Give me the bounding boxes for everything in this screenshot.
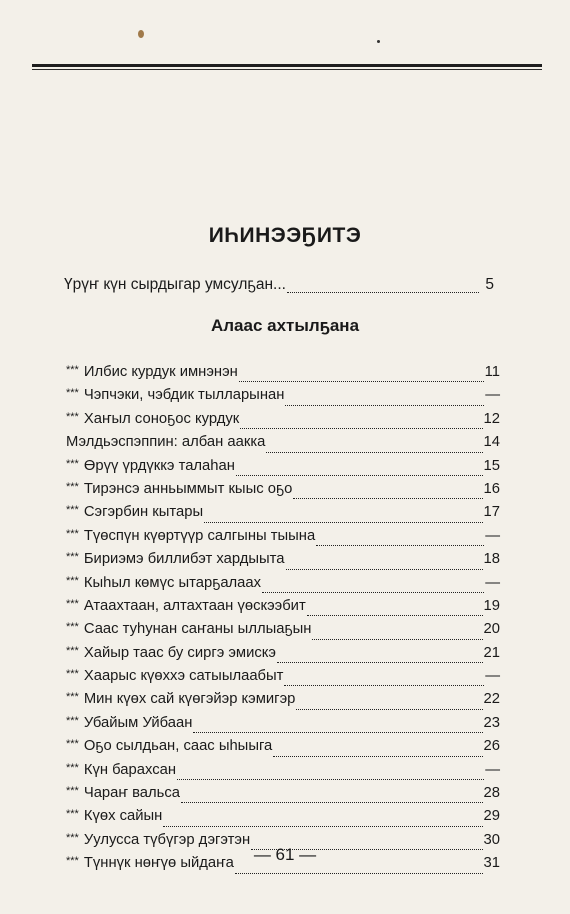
toc-entry-text: Сэгэрбин кытары: [83, 504, 204, 521]
dot-leader: [266, 451, 482, 453]
toc-entry-page: 14: [483, 434, 500, 451]
toc-entry-marker: ***: [66, 480, 79, 493]
dot-leader: [240, 427, 482, 429]
toc-entry: [66, 364, 500, 387]
toc-entry-page: 11: [484, 364, 500, 380]
toc-entry-page: —: [485, 574, 500, 591]
header-rule-thin: [32, 69, 542, 70]
toc-entry-page: 15: [483, 457, 500, 474]
toc-entry-text: Кыһыл көмүс ытарҕалаах: [83, 574, 262, 591]
header-rule: [32, 64, 542, 67]
dot-leader: [285, 404, 484, 406]
toc-entry-page: 30: [483, 831, 500, 848]
dot-leader: [284, 684, 484, 686]
toc-entry-marker: ***: [66, 761, 79, 774]
toc-entry-page: 28: [483, 785, 500, 802]
dot-leader: [204, 521, 482, 523]
dot-leader: [307, 614, 483, 616]
toc-entry-text: Убайым Уйбаан: [83, 714, 193, 731]
toc-entry-marker: ***: [66, 504, 79, 517]
toc-entry: [66, 434, 500, 457]
toc-entry-marker: ***: [66, 738, 79, 751]
dot-leader: [312, 638, 482, 640]
toc-entry: [66, 387, 500, 410]
toc-entry-text: Чараҥ вальса: [83, 785, 180, 802]
toc-entry-marker: ***: [66, 808, 79, 821]
toc-entry-page: —: [485, 387, 500, 404]
toc-entry: [66, 411, 500, 434]
toc-entry-marker: ***: [66, 785, 79, 798]
toc-entry-text: Түөспүн күөртүүр салгыны тыына: [83, 527, 316, 544]
toc-entry-text: Хаҥыл соноҕос курдук: [83, 410, 240, 427]
toc-intro-row: [64, 276, 494, 298]
toc-entry: [66, 668, 500, 691]
toc-entry-marker: ***: [66, 597, 79, 610]
toc-entry-page: —: [485, 761, 500, 778]
toc-entry-text: Атаахтаан, алтахтаан үөскээбит: [83, 597, 306, 614]
page-title: ИҺИНЭЭҔИТЭ: [208, 224, 362, 247]
toc-entry: [66, 598, 500, 621]
toc-entry-text: Күөх сайын: [83, 808, 163, 825]
toc-entry: [66, 691, 500, 714]
toc-entry-text: Мин күөх сай күөгэйэр кэмигэр: [83, 691, 296, 708]
table-of-contents: [66, 364, 500, 879]
toc-entry-marker: ***: [66, 364, 79, 376]
toc-entry: [66, 645, 500, 668]
toc-entry-page: 17: [483, 504, 500, 521]
toc-entry: [66, 551, 500, 574]
toc-entry-page: —: [485, 668, 500, 685]
dot-leader: [239, 380, 484, 382]
dot-leader: [235, 872, 483, 874]
toc-entry-text: Түннүк нөҥүө ыйдаҥа: [83, 855, 234, 872]
dot-leader: [277, 661, 483, 663]
dot-leader: [262, 591, 484, 593]
toc-entry-marker: ***: [66, 855, 79, 868]
dot-leader: [286, 568, 483, 570]
toc-entry-text: Уулусса түбүгэр дэгэтэн: [83, 831, 251, 848]
toc-entry: [66, 621, 500, 644]
toc-entry: [66, 528, 500, 551]
dot-leader: [193, 731, 482, 733]
dot-leader: [181, 801, 483, 803]
toc-entry-page: 22: [483, 691, 500, 708]
toc-entry-marker: ***: [66, 387, 79, 400]
toc-entry-marker: ***: [66, 551, 79, 564]
toc-entry-text: Үрүҥ күн сырдыгар умсулҕан...: [64, 276, 286, 293]
toc-entry-text: Оҕо сылдьан, саас ыһыыга: [83, 738, 273, 755]
section-title: Алаас ахтылҕана: [210, 316, 360, 335]
toc-entry-page: 21: [483, 644, 500, 661]
toc-entry-marker: ***: [66, 410, 79, 423]
toc-entry-text: Бириэмэ биллибэт хардыыта: [83, 551, 285, 568]
dot-leader: [296, 708, 482, 710]
toc-entry-marker: ***: [66, 714, 79, 727]
toc-entry-page: 29: [483, 808, 500, 825]
toc-entry: [66, 808, 500, 831]
toc-entry-marker: ***: [66, 644, 79, 657]
dot-leader: [163, 825, 482, 827]
toc-entry-page: 16: [483, 480, 500, 497]
paper-dot: [377, 40, 380, 43]
toc-entry-page: 20: [483, 621, 500, 638]
toc-entry: [66, 785, 500, 808]
toc-entry-marker: ***: [66, 691, 79, 704]
toc-entry-page: 31: [483, 855, 500, 872]
toc-entry: [66, 458, 500, 481]
toc-entry-marker: ***: [66, 574, 79, 587]
toc-entry-text: Мэлдьэспэппин: албан аакка: [66, 434, 266, 451]
toc-entry-page: 23: [483, 714, 500, 731]
toc-entry-page: 12: [483, 410, 500, 427]
toc-entry-marker: ***: [66, 457, 79, 470]
toc-entry-page: 18: [483, 551, 500, 568]
toc-entry-marker: ***: [66, 831, 79, 844]
toc-entry: [66, 738, 500, 761]
dot-leader: [236, 474, 483, 476]
toc-entry-marker: ***: [66, 668, 79, 681]
toc-entry: [66, 575, 500, 598]
toc-entry: [66, 715, 500, 738]
toc-entry-text: Өрүү үрдүккэ талаһан: [83, 457, 235, 474]
dot-leader: [287, 291, 479, 293]
toc-entry-text: Хайыр таас бу сиргэ эмискэ: [83, 644, 276, 661]
toc-entry-marker: ***: [66, 527, 79, 540]
toc-entry-text: Күн барахсан: [83, 761, 176, 778]
toc-entry-text: Илбис курдук имнэнэн: [83, 364, 238, 380]
dot-leader: [177, 778, 484, 780]
dot-leader: [273, 755, 482, 757]
toc-entry-text: Чэпчэки, чэбдик тылларынан: [83, 387, 285, 404]
toc-entry-page: 5: [485, 276, 494, 293]
toc-entry-marker: ***: [66, 621, 79, 634]
toc-entry-page: 19: [483, 597, 500, 614]
toc-entry-text: Саас туһунан саҥаны ыллыаҕын: [83, 621, 312, 638]
toc-entry-page: 26: [483, 738, 500, 755]
dot-leader: [293, 497, 482, 499]
dot-leader: [316, 544, 484, 546]
toc-entry-page: —: [485, 527, 500, 544]
paper-speck: [138, 30, 144, 38]
toc-entry-text: Тирэнсэ анньыммыт кыыс оҕо: [83, 480, 293, 497]
page-number: — 61 —: [253, 845, 317, 864]
toc-entry: [66, 762, 500, 785]
toc-entry: [66, 504, 500, 527]
toc-entry-text: Хаарыс күөххэ сатыылаабыт: [83, 668, 284, 685]
toc-entry: [66, 481, 500, 504]
